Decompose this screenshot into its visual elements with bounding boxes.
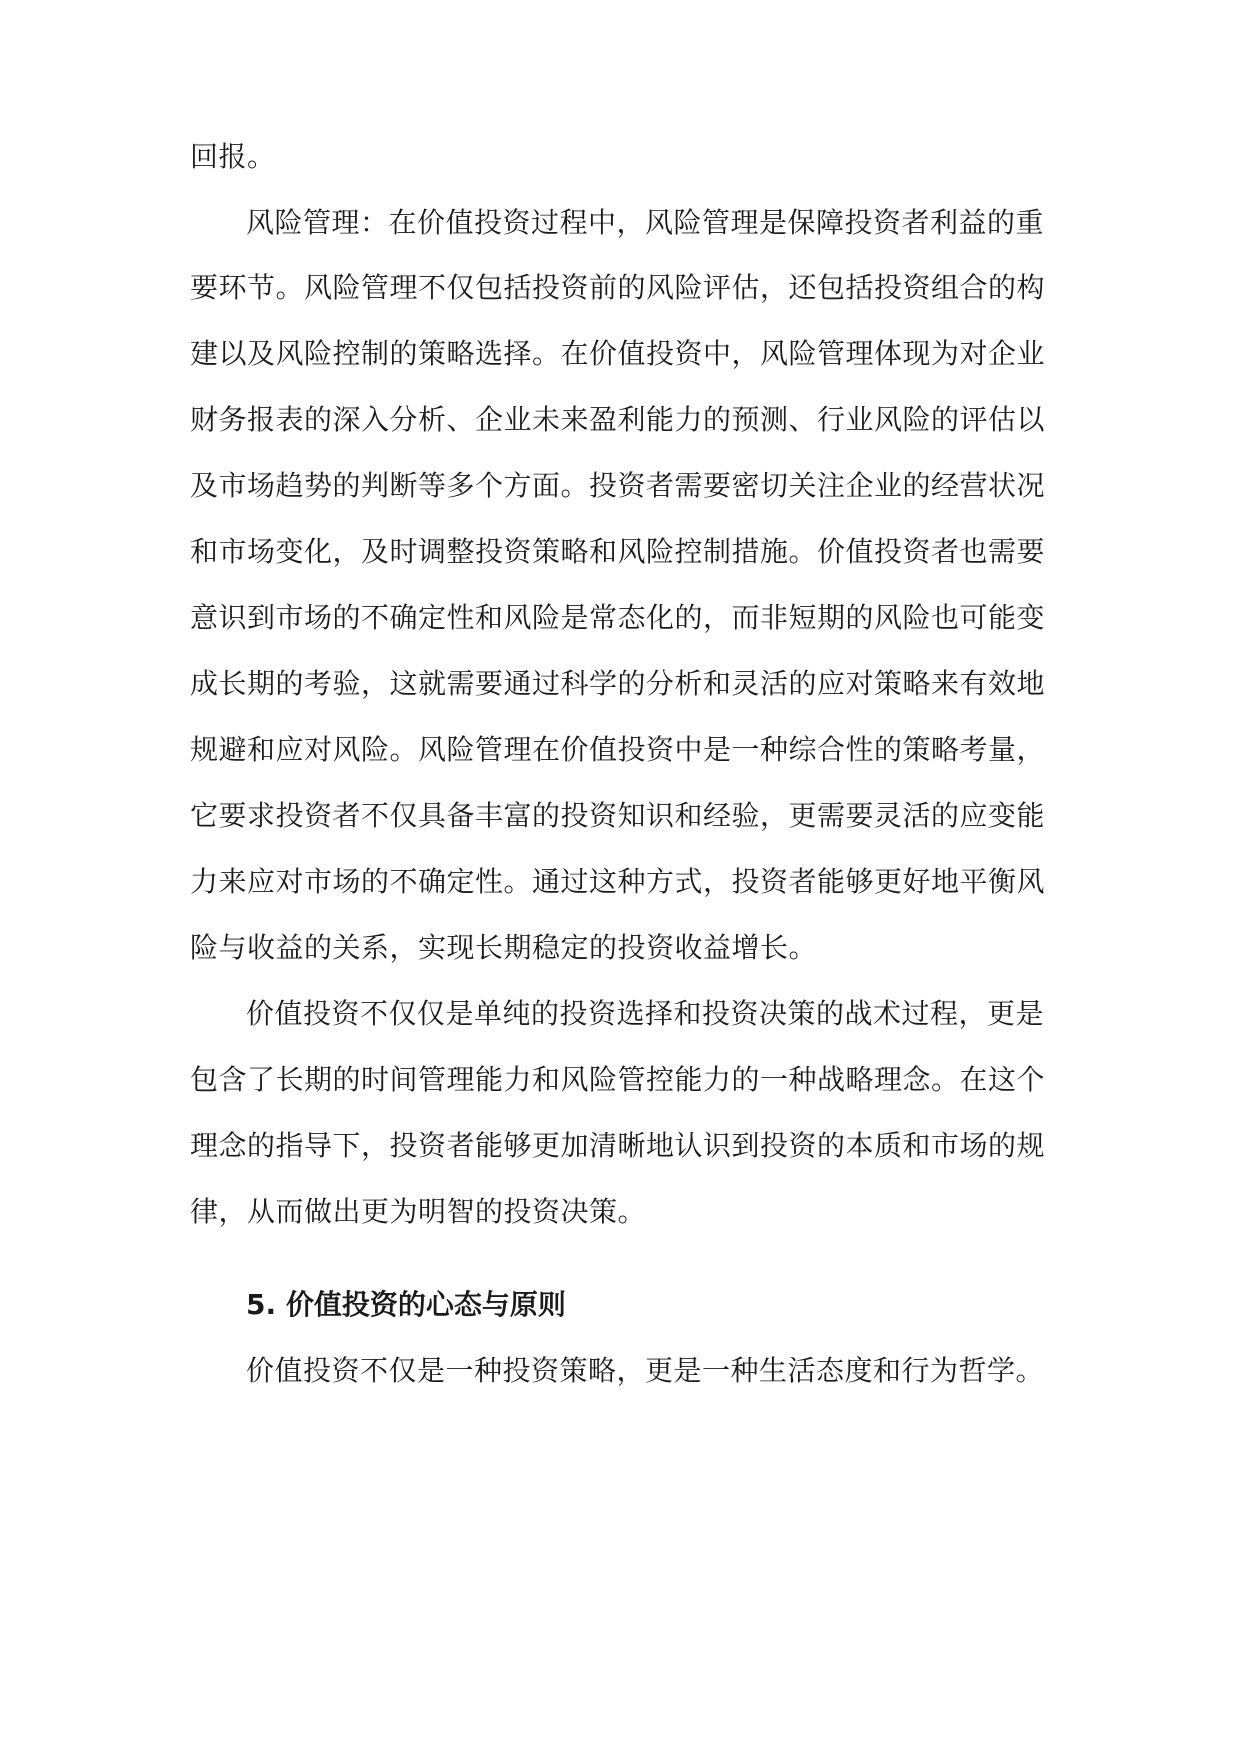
text-line: 价值投资不仅仅是单纯的投资选择和投资决策的战术过程，更是: [246, 997, 1045, 1030]
text-line: 价值投资不仅是一种投资策略，更是一种生活态度和行为哲学。: [246, 1354, 1045, 1387]
text-line: 和市场变化，及时调整投资策略和风险控制措施。价值投资者也需要: [190, 535, 1046, 568]
text-line: 意识到市场的不确定性和风险是常态化的，而非短期的风险也可能变: [190, 601, 1046, 634]
text-line: 建以及风险控制的策略选择。在价值投资中，风险管理体现为对企业: [190, 337, 1046, 370]
text-line: 包含了长期的时间管理能力和风险管控能力的一种战略理念。在这个: [190, 1063, 1046, 1096]
section-heading: 5. 价值投资的心态与原则: [246, 1288, 566, 1321]
text-line: 成长期的考验，这就需要通过科学的分析和灵活的应对策略来有效地: [190, 667, 1046, 700]
text-line: 规避和应对风险。风险管理在价值投资中是一种综合性的策略考量，: [190, 733, 1046, 766]
text-line: 回报。: [190, 140, 276, 173]
text-line: 力来应对市场的不确定性。通过这种方式，投资者能够更好地平衡风: [190, 865, 1046, 898]
text-line: 险与收益的关系，实现长期稳定的投资收益增长。: [190, 931, 818, 964]
text-line: 及市场趋势的判断等多个方面。投资者需要密切关注企业的经营状况: [190, 469, 1046, 502]
text-line: 财务报表的深入分析、企业未来盈利能力的预测、行业风险的评估以: [190, 403, 1046, 436]
text-line: 风险管理：在价值投资过程中，风险管理是保障投资者利益的重: [246, 206, 1045, 239]
text-line: 要环节。风险管理不仅包括投资前的风险评估，还包括投资组合的构: [190, 271, 1046, 304]
text-line: 理念的指导下，投资者能够更加清晰地认识到投资的本质和市场的规: [190, 1129, 1046, 1162]
text-line: 它要求投资者不仅具备丰富的投资知识和经验，更需要灵活的应变能: [190, 799, 1046, 832]
text-line: 律，从而做出更为明智的投资决策。: [190, 1195, 647, 1228]
